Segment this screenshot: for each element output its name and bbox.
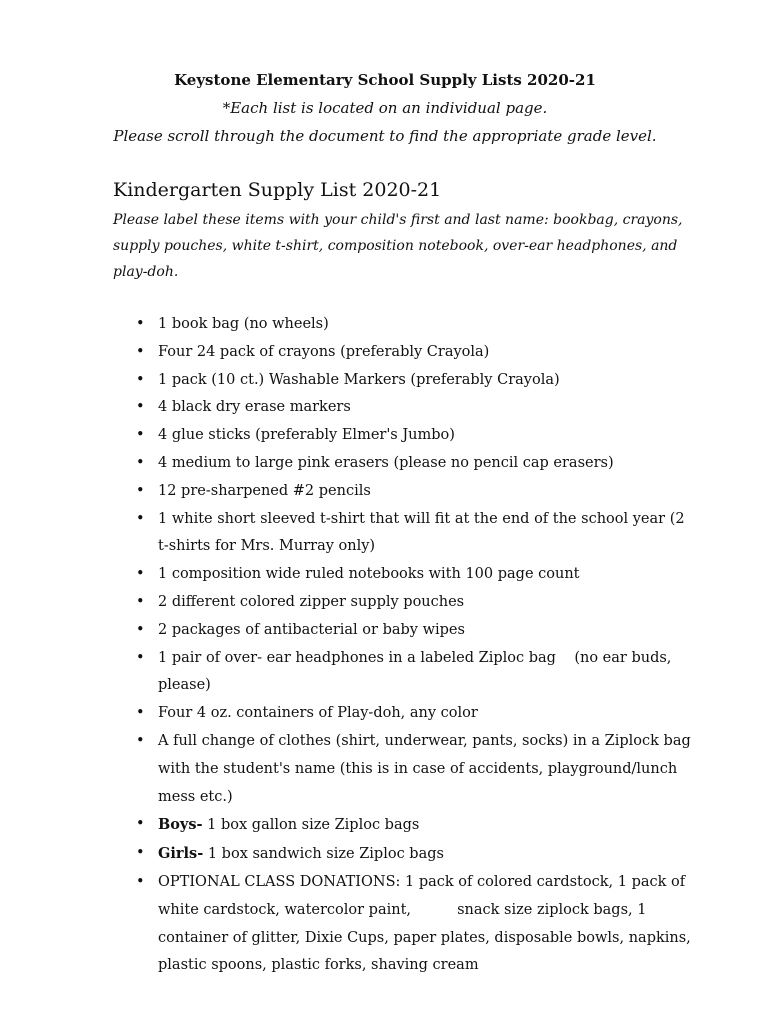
list-item <box>113 811 693 840</box>
list-item-text: 1 white short sleeved t-shirt that will fit at the end of the school year (2 t-shirts for Mrs. Murray only) <box>158 510 690 555</box>
list-item <box>113 589 693 617</box>
bullet-icon: • <box>136 427 145 444</box>
bullet-icon: • <box>136 621 145 638</box>
scroll-instruction: Please scroll through the document to find the appropriate grade level. <box>113 127 657 145</box>
list-item <box>113 367 693 395</box>
bullet-icon: • <box>136 873 145 890</box>
list-item <box>113 700 693 728</box>
bullet-icon: • <box>136 399 145 416</box>
bullet-icon: • <box>136 845 145 862</box>
list-item-text: 1 book bag (no wheels) <box>158 316 329 332</box>
list-item <box>113 617 693 645</box>
list-item <box>113 339 693 367</box>
list-item <box>113 561 693 589</box>
bullet-icon: • <box>136 343 145 360</box>
list-item <box>113 869 696 980</box>
list-item <box>113 394 693 422</box>
bullet-icon: • <box>136 816 145 833</box>
bullet-icon: • <box>136 732 145 749</box>
list-item-lead: Boys- <box>158 816 203 834</box>
list-item <box>113 840 693 869</box>
list-item-text: OPTIONAL CLASS DONATIONS: 1 pack of colored cardstock, 1 pack of white cardstock, watercolor paint, snack size ziplock bags, 1 container of glitter, Dixie Cups, paper plates, disposable bowls, napkins, plastic spoons, plastic forks, shaving cream <box>158 873 696 974</box>
supply-list <box>113 311 696 980</box>
list-item-text: 1 box gallon size Ziploc bags <box>202 817 420 834</box>
kindergarten-intro: Please label these items with your child's first and last name: bookbag, crayons, supply pouches, white t-shirt, composition notebook, over-ear headphones, and play-doh. <box>113 212 683 280</box>
bullet-icon: • <box>136 454 145 471</box>
list-item <box>113 728 696 811</box>
list-item-text: 1 composition wide ruled notebooks with 100 page count <box>158 566 580 583</box>
list-item-text: 12 pre-sharpened #2 pencils <box>158 482 371 499</box>
bullet-icon: • <box>136 482 145 499</box>
list-item-text: Four 24 pack of crayons (preferably Crayola) <box>158 343 490 360</box>
list-item <box>113 478 693 506</box>
bullet-icon: • <box>136 371 145 388</box>
bullet-icon: • <box>136 593 145 610</box>
document-title: Keystone Elementary School Supply Lists 2020-21 <box>174 71 596 89</box>
bullet-icon: • <box>136 510 145 527</box>
list-item-text: 4 medium to large pink erasers (please no pencil cap erasers) <box>158 454 614 471</box>
list-item-text: A full change of clothes (shirt, underwear, pants, socks) in a Ziplock bag with the student's name (this is in case of accidents, playground/lunch mess etc.) <box>158 732 696 805</box>
document-header <box>0 66 770 150</box>
list-item-text: 4 glue sticks (preferably Elmer's Jumbo) <box>158 427 455 444</box>
list-item-text: 1 box sandwich size Ziploc bags <box>203 846 444 863</box>
list-item <box>113 645 693 701</box>
bullet-icon: • <box>136 705 145 722</box>
bullet-icon: • <box>136 649 145 666</box>
list-item-text: 4 black dry erase markers <box>158 399 351 416</box>
list-item-lead: Girls- <box>158 845 204 863</box>
bullet-icon: • <box>136 316 145 332</box>
list-item-text: 2 packages of antibacterial or baby wipes <box>158 621 465 638</box>
page-note: *Each list is located on an individual page. <box>222 99 548 117</box>
list-item-text: 1 pair of over- ear headphones in a labeled Ziploc bag (no ear buds, please) <box>158 649 677 694</box>
list-item <box>113 311 693 339</box>
list-item <box>113 450 693 478</box>
list-item-text: Four 4 oz. containers of Play-doh, any color <box>158 705 478 722</box>
list-item <box>113 422 693 450</box>
bullet-icon: • <box>136 566 145 583</box>
list-item-text: 1 pack (10 ct.) Washable Markers (preferably Crayola) <box>158 371 560 388</box>
list-item <box>113 506 693 562</box>
list-item-text: 2 different colored zipper supply pouches <box>158 593 465 610</box>
kindergarten-heading: Kindergarten Supply List 2020-21 <box>113 179 442 201</box>
